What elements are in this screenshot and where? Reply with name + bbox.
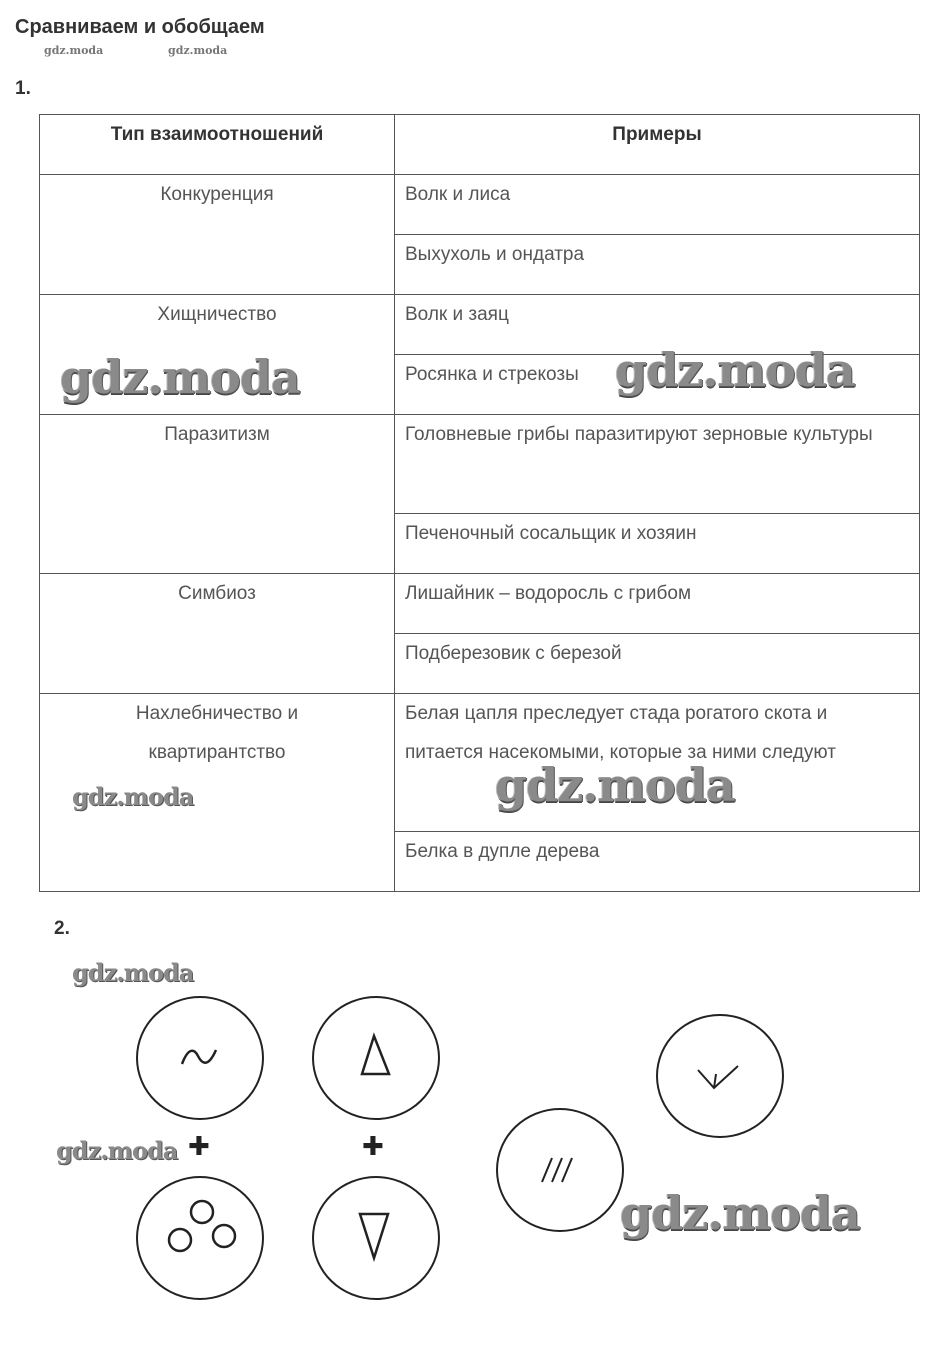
relationships-table bbox=[39, 114, 920, 892]
triangle-up-icon bbox=[314, 998, 438, 1118]
page-title: Сравниваем и обобщаем bbox=[15, 16, 265, 38]
cells-symbol-circle bbox=[136, 1176, 264, 1300]
sprout-symbol-circle bbox=[656, 1014, 784, 1138]
hatch-symbol-circle bbox=[496, 1108, 624, 1232]
relationship-type: Паразитизм bbox=[40, 415, 395, 574]
plus-icon: ✚ bbox=[362, 1132, 384, 1162]
relationship-type: Хищничество bbox=[40, 295, 395, 415]
table-row bbox=[40, 574, 920, 634]
table-row bbox=[40, 415, 920, 514]
header-examples: Примеры bbox=[395, 115, 920, 175]
watermark-small: gdz.moda bbox=[44, 44, 104, 57]
example-cell: Печеночный сосальщик и хозяин bbox=[395, 514, 920, 574]
task-2-number: 2. bbox=[54, 918, 70, 939]
down-triangle-circle bbox=[312, 1176, 440, 1300]
example-cell: Выхухоль и ондатра bbox=[395, 235, 920, 295]
watermark: gdz.moda bbox=[72, 958, 194, 987]
relationship-type: Симбиоз bbox=[40, 574, 395, 694]
table-header-row bbox=[40, 115, 920, 175]
example-cell: Белка в дупле дерева bbox=[395, 832, 920, 892]
example-cell: Подберезовик с березой bbox=[395, 634, 920, 694]
watermark: gdz.moda bbox=[56, 1136, 178, 1165]
table-row bbox=[40, 175, 920, 235]
example-cell: Белая цапля преследует стада рогатого скота и питается насекомыми, которые за ними следуют bbox=[395, 694, 920, 832]
example-cell: Росянка и стрекозы bbox=[395, 355, 920, 415]
example-cell: Волк и лиса bbox=[395, 175, 920, 235]
relationship-type: Конкуренция bbox=[40, 175, 395, 295]
plus-icon: ✚ bbox=[188, 1132, 210, 1162]
task-1-number: 1. bbox=[15, 78, 31, 99]
relationship-type: Нахлебничество и квартирантство bbox=[40, 694, 395, 892]
watermark: gdz.moda bbox=[60, 350, 300, 404]
watermark: gdz.moda bbox=[615, 343, 855, 397]
table-row bbox=[40, 694, 920, 832]
sprout-icon bbox=[658, 1016, 782, 1136]
watermark: gdz.moda bbox=[72, 782, 194, 811]
example-cell: Головневые грибы паразитируют зерновые культуры bbox=[395, 415, 920, 514]
watermark: gdz.moda bbox=[620, 1186, 860, 1240]
triangle-down-icon bbox=[314, 1178, 438, 1298]
watermark-small: gdz.moda bbox=[168, 44, 228, 57]
header-type: Тип взаимоотношений bbox=[40, 115, 395, 175]
three-circles-icon bbox=[138, 1178, 262, 1298]
up-triangle-circle bbox=[312, 996, 440, 1120]
example-cell: Волк и заяц bbox=[395, 295, 920, 355]
table-row bbox=[40, 295, 920, 355]
water-symbol-circle bbox=[136, 996, 264, 1120]
example-cell: Лишайник – водоросль с грибом bbox=[395, 574, 920, 634]
watermark: gdz.moda bbox=[495, 758, 735, 812]
wave-icon bbox=[138, 998, 262, 1118]
hatch-icon bbox=[498, 1110, 622, 1230]
